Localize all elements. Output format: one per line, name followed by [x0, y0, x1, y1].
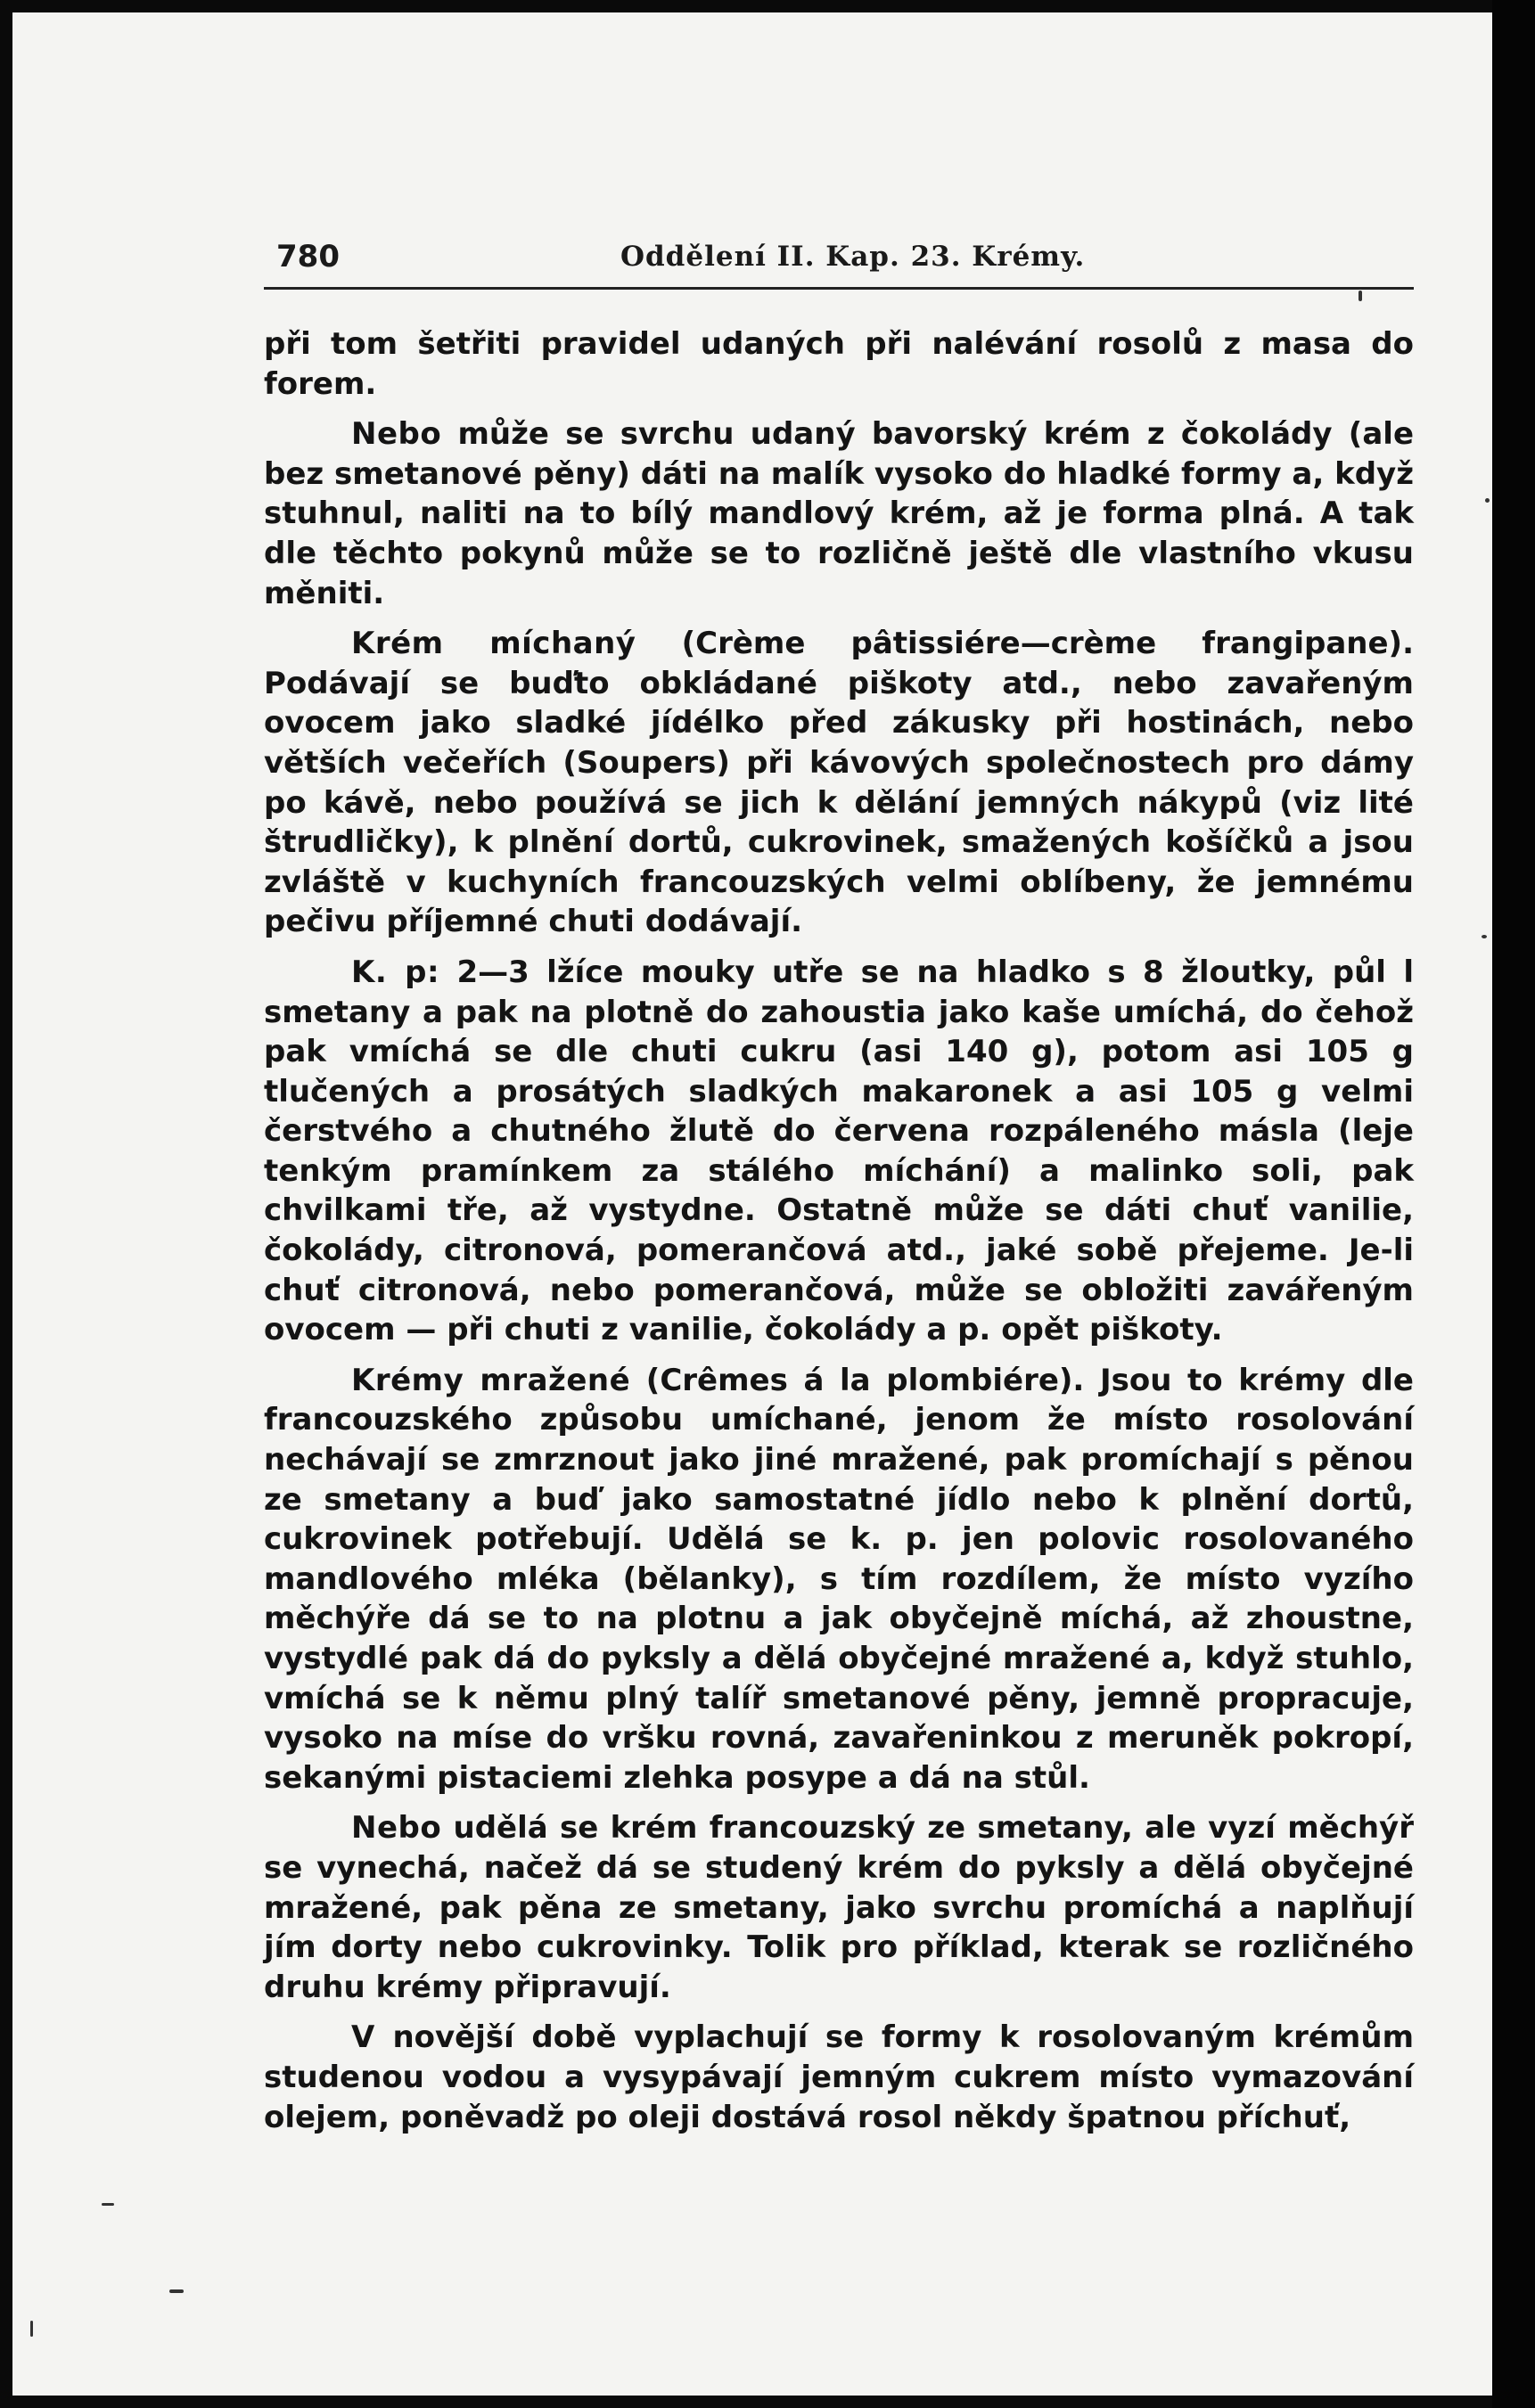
- scan-speck: [169, 2289, 184, 2293]
- scan-speck: [1482, 935, 1487, 938]
- paragraph-lead: K. p:: [351, 954, 440, 990]
- paragraph-text: může se svrchu udaný bavorský krém z čokolády (ale bez smetanové pěny) dáti na malík vysoko do hladké formy a, když stuhnul, naliti na to bílý mandlový krém, až je forma plná. A tak dle těchto pokynů může se to rozličně ještě dle vlastního vkusu měniti.: [264, 416, 1414, 611]
- paragraph-1: [264, 324, 1414, 404]
- paragraph-text: (Crème pâtissiére—crème frangipane). Podávají se buďto obkládané piškoty atd., nebo zavařeným ovocem jako sladké jídélko před zákusky při hostinách, nebo větších večeřích (Soupers) při kávových společnostech pro dámy po kávě, nebo používá se jich k dělání jemných nákypů (viz lité štrudličky), k plnění dortů, cukrovinek, smažených košíčků a jsou zvláště v kuchyních francouzských velmi oblíbeny, že jemnému pečivu příjemné chuti dodávají.: [264, 626, 1414, 940]
- paragraph-text: při tom šetřiti pravidel udaných při nalévání rosolů z masa do forem.: [264, 326, 1414, 402]
- scan-speck: [1485, 498, 1490, 503]
- paragraph-3: [264, 624, 1414, 942]
- paragraph-4: [264, 953, 1414, 1350]
- paragraph-5: [264, 1361, 1414, 1798]
- scan-border: [1492, 0, 1535, 2408]
- paragraph-6: [264, 1808, 1414, 2007]
- paragraph-lead: Krémy mražené: [351, 1362, 631, 1398]
- page-number: 780: [276, 239, 340, 274]
- body-text: [264, 324, 1414, 2148]
- scan-speck: [30, 2321, 33, 2337]
- scan-speck: [1359, 291, 1362, 301]
- paragraph-2: [264, 414, 1414, 613]
- paragraph-7: [264, 2018, 1414, 2137]
- page-header: [264, 233, 1414, 290]
- scan-speck: [102, 2203, 114, 2206]
- book-page: [12, 12, 1492, 2396]
- paragraph-lead: Krém míchaný: [351, 626, 636, 662]
- running-head: Oddělení II. Kap. 23. Krémy.: [620, 241, 1086, 273]
- paragraph-text: 2—3 lžíce mouky utře se na hladko s 8 žloutky, půl l smetany a pak na plotně do zahoustia jako kaše umíchá, do čehož pak vmíchá se dle chuti cukru (asi 140 g), potom asi 105 g tlučených a prosátých sladkých makaronek a asi 105 g velmi čerstvého a chutného žlutě do červena rozpáleného másla (leje tenkým pramínkem za stálého míchání) a malinko soli, pak chvilkami tře, až vystydne. Ostatně může se dáti chuť vanilie, čokolády, citronová, pomerančová atd., jaké sobě přejeme. Je-li chuť citronová, nebo pomerančová, může se obložiti zavářeným ovocem — při chuti z vanilie, čokolády a p. opět piškoty.: [264, 954, 1414, 1348]
- paragraph-lead: Nebo: [351, 416, 442, 453]
- paragraph-text: novější době vyplachují se formy k rosolovaným krémům studenou vodou a vysypávají jemným cukrem místo vymazování olejem, poněvadž po oleji dostává rosol někdy špatnou příchuť,: [264, 2019, 1414, 2135]
- paragraph-text: udělá se krém francouzský ze smetany, ale vyzí měchýř se vynechá, načež dá se studený krém do pyksly a dělá obyčejné mražené, pak pěna ze smetany, jako svrchu promíchá a naplňují jím dorty nebo cukrovinky. Tolik pro příklad, kterak se rozličného druhu krémy připravují.: [264, 1810, 1414, 2005]
- paragraph-text: (Crêmes á la plombiére). Jsou to krémy dle francouzského způsobu umíchané, jenom že místo rosolování nechávají se zmrznout jako jiné mražené, pak promíchají s pěnou ze smetany a buď jako samostatné jídlo nebo k plnění dortů, cukrovinek potřebují. Udělá se k. p. jen polovic rosolovaného mandlového mléka (bělanky), s tím rozdílem, že místo vyzího měchýře dá se to na plotnu a jak obyčejně míchá, až zhoustne, vystydlé pak dá do pyksly a dělá obyčejné mražené a, když stuhlo, vmíchá se k němu plný talíř smetanové pěny, jemně propracuje, vysoko na míse do vršku rovná, zavařeninkou z meruněk pokropí, sekanými pistaciemi zlehka posype a dá na stůl.: [264, 1362, 1414, 1796]
- paragraph-lead: Nebo: [351, 1810, 442, 1847]
- paragraph-lead: V: [351, 2019, 375, 2056]
